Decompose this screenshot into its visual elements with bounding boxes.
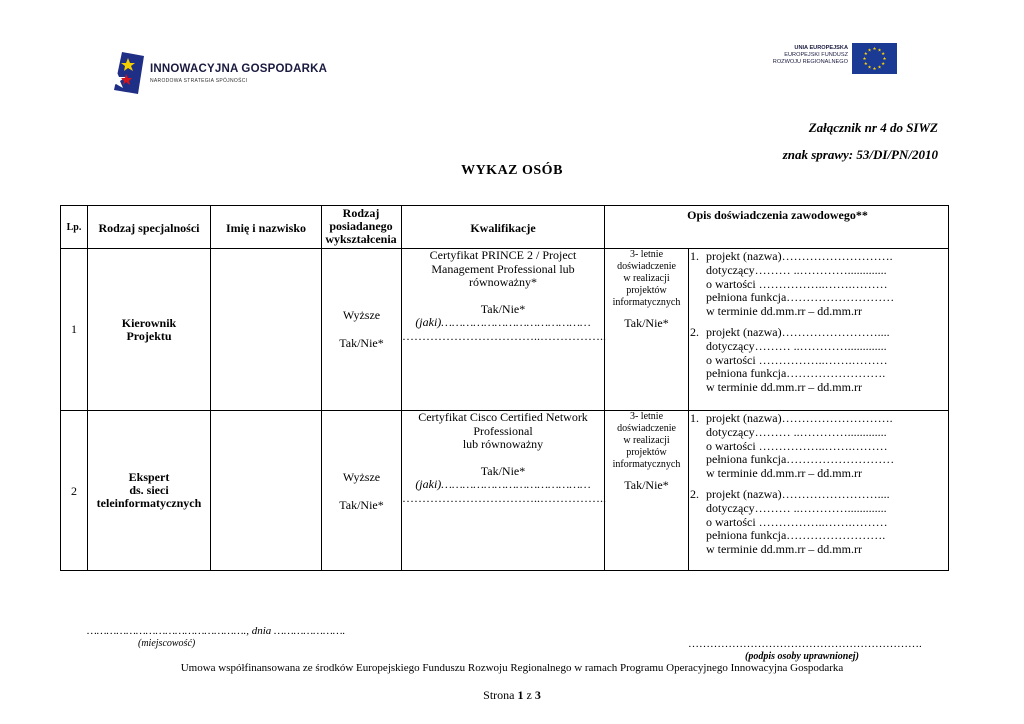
project-line: o wartości ……………..…….……… bbox=[706, 514, 888, 529]
svg-text:★: ★ bbox=[862, 57, 867, 62]
exp-line: informatycznych bbox=[612, 297, 681, 308]
cert-other: (jaki)…………………………………… bbox=[415, 477, 591, 491]
persons-table bbox=[60, 205, 949, 571]
exp-yesno: Tak/Nie* bbox=[624, 478, 669, 492]
project-line: pełniona funkcja……………………. bbox=[706, 528, 886, 543]
row-lp: 2 bbox=[71, 484, 77, 498]
row-education bbox=[322, 471, 401, 512]
project-entry bbox=[706, 250, 894, 319]
cert-line: Certyfikat PRINCE 2 / Project bbox=[429, 248, 577, 262]
exp-line: projektów bbox=[626, 447, 667, 458]
row-experience-years bbox=[605, 249, 688, 331]
project-entry bbox=[706, 488, 890, 557]
specialty-line: teleinformatycznych bbox=[96, 496, 202, 510]
cert-other-dots: ……………………………..…………….. bbox=[402, 490, 606, 505]
svg-text:★: ★ bbox=[882, 57, 887, 62]
exp-line: informatycznych bbox=[612, 459, 681, 470]
header-qualifications: Kwalifikacje bbox=[470, 221, 536, 235]
svg-text:★: ★ bbox=[877, 48, 882, 54]
page-label: Strona bbox=[483, 688, 515, 702]
eu-logo-line2: EUROPEJSKI FUNDUSZ bbox=[784, 52, 848, 59]
education-yesno: Tak/Nie* bbox=[339, 335, 384, 350]
project-line: projekt (nazwa)…………………….... bbox=[706, 487, 890, 501]
project-line: dotyczący……… ..…………............. bbox=[706, 424, 887, 439]
header-education-line3: wykształcenia bbox=[325, 232, 397, 246]
exp-line: doświadczenie bbox=[617, 423, 676, 434]
logo-left-title: INNOWACYJNA GOSPODARKA bbox=[150, 63, 328, 75]
place-label: (miejscowość) bbox=[138, 638, 196, 649]
header-experience: Opis doświadczenia zawodowego** bbox=[687, 208, 868, 222]
project-line: dotyczący……… ..…………............. bbox=[706, 338, 887, 353]
svg-text:★: ★ bbox=[867, 65, 872, 71]
project-entry bbox=[706, 326, 890, 395]
education-yesno: Tak/Nie* bbox=[339, 497, 384, 512]
cert-line: Management Professional lub bbox=[431, 261, 575, 276]
row-certificate bbox=[402, 249, 604, 343]
eu-erdf-logo bbox=[764, 43, 899, 75]
exp-line: 3- letnie bbox=[629, 411, 664, 422]
svg-text:★: ★ bbox=[863, 62, 868, 67]
cert-line: równoważny* bbox=[469, 275, 537, 289]
specialty-line: Projektu bbox=[126, 329, 172, 343]
exp-line: doświadczenie bbox=[617, 261, 676, 272]
exp-line: 3- letnie bbox=[629, 249, 664, 260]
svg-text:★: ★ bbox=[863, 52, 868, 57]
project-line: o wartości ……………..…….……… bbox=[706, 352, 888, 367]
education-value: Wyższe bbox=[342, 308, 381, 322]
cert-other: (jaki)…………………………………… bbox=[415, 315, 591, 329]
list-number: 2. bbox=[690, 325, 699, 339]
header-education-line2: posiadanego bbox=[329, 219, 393, 233]
cert-line: lub równoważny bbox=[462, 437, 544, 451]
document-title: WYKAZ OSÓB bbox=[461, 163, 563, 178]
exp-yesno: Tak/Nie* bbox=[624, 316, 669, 330]
project-line: pełniona funkcja……………………… bbox=[706, 290, 895, 305]
page-total: 3 bbox=[534, 688, 541, 702]
project-line: projekt (nazwa)…………………….... bbox=[706, 325, 890, 339]
row-experience-years bbox=[605, 411, 688, 493]
project-line: w terminie dd.mm.rr – dd.mm.rr bbox=[706, 380, 862, 395]
header-name: Imię i nazwisko bbox=[225, 221, 306, 235]
specialty-line: ds. sieci bbox=[129, 483, 169, 497]
eu-logo-line1: UNIA EUROPEJSKA bbox=[794, 45, 848, 51]
list-number: 1. bbox=[690, 411, 699, 425]
project-entry bbox=[706, 412, 894, 481]
project-line: dotyczący……… ..…………............. bbox=[706, 500, 887, 515]
page-current: 1 bbox=[517, 688, 524, 702]
specialty-line: Ekspert bbox=[128, 470, 170, 484]
header-specialty: Rodzaj specjalności bbox=[98, 221, 200, 235]
project-line: w terminie dd.mm.rr – dd.mm.rr bbox=[706, 466, 862, 481]
cert-line: Professional bbox=[473, 423, 533, 438]
logo-left-subtitle: NARODOWA STRATEGIA SPÓJNOŚCI bbox=[150, 78, 248, 84]
svg-text:★: ★ bbox=[872, 47, 877, 52]
header-education-line1: Rodzaj bbox=[342, 206, 380, 220]
row-education bbox=[322, 309, 401, 350]
svg-text:★: ★ bbox=[881, 62, 886, 67]
project-line: dotyczący……… ..…………............. bbox=[706, 262, 887, 277]
ig-emblem-icon bbox=[108, 50, 148, 96]
cert-line: Certyfikat Cisco Certified Network bbox=[418, 410, 588, 424]
project-line: pełniona funkcja……………………. bbox=[706, 366, 886, 381]
signature-label: (podpis osoby uprawnionej) bbox=[745, 651, 859, 662]
page-sep: z bbox=[526, 688, 532, 702]
list-number: 2. bbox=[690, 487, 699, 501]
cert-yesno: Tak/Nie* bbox=[480, 463, 526, 478]
exp-line: projektów bbox=[626, 285, 667, 296]
project-line: pełniona funkcja……………………… bbox=[706, 452, 895, 467]
svg-text:★: ★ bbox=[872, 67, 877, 72]
svg-text:★: ★ bbox=[881, 52, 886, 57]
list-number: 1. bbox=[690, 249, 699, 263]
annex-label: Załącznik nr 4 do SIWZ bbox=[808, 120, 938, 135]
exp-line: w realizacji bbox=[623, 273, 670, 284]
page-number bbox=[0, 688, 1024, 703]
row-specialty bbox=[88, 471, 210, 510]
project-line: w terminie dd.mm.rr – dd.mm.rr bbox=[706, 542, 862, 557]
project-line: o wartości ……………..…….……… bbox=[706, 276, 888, 291]
row-lp: 1 bbox=[71, 322, 77, 336]
exp-line: w realizacji bbox=[623, 435, 670, 446]
eu-logo-line3: ROZWOJU REGIONALNEGO bbox=[772, 59, 848, 66]
signature-field: ………………………………………………………. bbox=[688, 638, 922, 650]
row-specialty bbox=[88, 317, 210, 343]
reference-number: znak sprawy: 53/DI/PN/2010 bbox=[782, 147, 938, 162]
eu-flag-icon bbox=[852, 43, 897, 74]
place-date-field: …………………………………………., dnia …………………. bbox=[87, 625, 346, 637]
specialty-line: Kierownik bbox=[121, 316, 177, 330]
cert-yesno: Tak/Nie* bbox=[480, 301, 526, 316]
education-value: Wyższe bbox=[342, 470, 381, 484]
cert-other-dots: ……………………………..…………….. bbox=[402, 328, 606, 343]
project-line: projekt (nazwa)………………………. bbox=[706, 411, 893, 425]
cofinance-note: Umowa współfinansowana ze środków Europejskiego Funduszu Rozwoju Regionalnego w ramach Programu Operacyjnego Innowacyjna Gospodarka bbox=[180, 662, 844, 674]
svg-text:★: ★ bbox=[867, 48, 872, 54]
row-certificate bbox=[402, 411, 604, 505]
project-line: projekt (nazwa)………………………. bbox=[706, 249, 893, 263]
header-education bbox=[313, 207, 409, 246]
svg-text:★: ★ bbox=[877, 65, 882, 71]
eu-logo-text bbox=[773, 45, 848, 67]
header-lp: Lp. bbox=[66, 222, 82, 233]
project-line: w terminie dd.mm.rr – dd.mm.rr bbox=[706, 304, 862, 319]
project-line: o wartości ……………..…….……… bbox=[706, 438, 888, 453]
innowacyjna-gospodarka-logo bbox=[108, 50, 338, 96]
